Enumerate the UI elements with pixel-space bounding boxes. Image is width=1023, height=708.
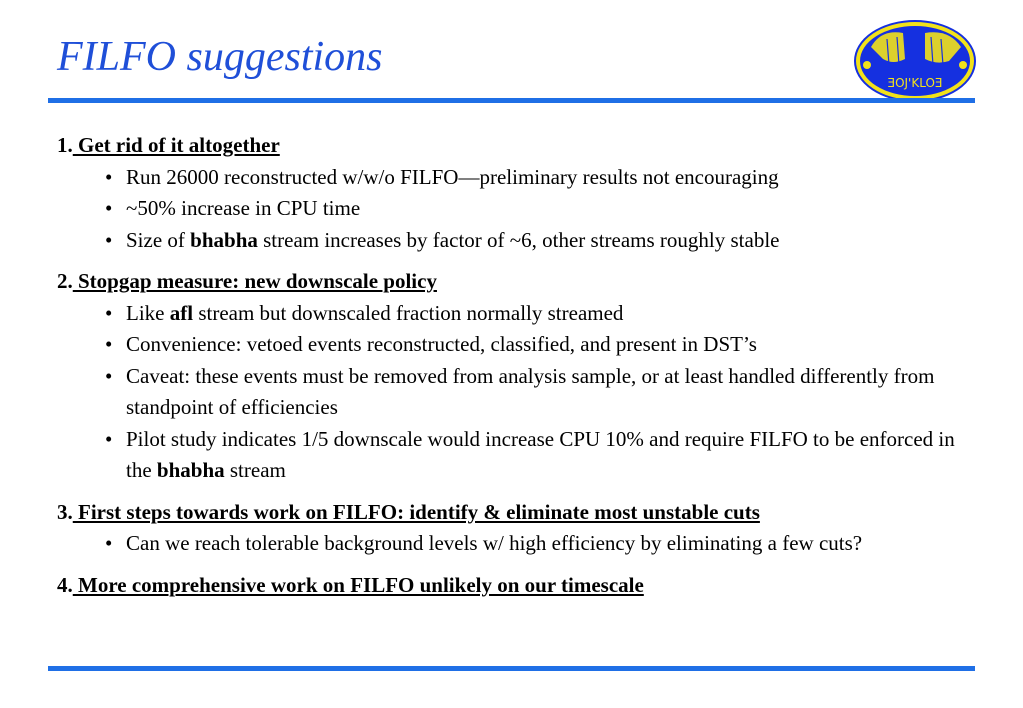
kloe-logo-icon xyxy=(853,19,977,103)
section-number: 2. xyxy=(57,269,73,293)
bullet-text: ~50% increase in CPU time xyxy=(126,196,361,220)
section-1 xyxy=(57,130,972,256)
section-title: Stopgap measure: new downscale policy xyxy=(72,269,437,293)
bullet-text: Convenience: vetoed events reconstructed, classified, and present in DST’s xyxy=(126,332,757,356)
bullet-item xyxy=(105,424,972,487)
bullet-text: stream increases by factor of ~6, other streams roughly stable xyxy=(257,227,780,252)
bullet-list xyxy=(57,298,972,487)
section-number: 4. xyxy=(57,572,73,597)
section-title: Get rid of it altogether xyxy=(72,133,280,157)
bullet-item xyxy=(105,193,972,225)
bullet-text: stream xyxy=(224,458,286,482)
section-title: More comprehensive work on FILFO unlikely on our timescale xyxy=(72,572,644,597)
bullet-text: stream but downscaled fraction normally streamed xyxy=(193,300,624,325)
bullet-text: Pilot study indicates 1/5 downscale would increase CPU 10% and require FILFO to be enforced in the xyxy=(126,426,955,482)
bold-term: bhabha xyxy=(190,227,258,252)
bullet-item xyxy=(105,329,972,361)
section-3 xyxy=(57,497,972,560)
bullet-item xyxy=(105,298,972,330)
bullet-list xyxy=(57,162,972,257)
section-4 xyxy=(57,570,972,602)
bullet-item xyxy=(105,162,972,194)
bullet-text: Like xyxy=(126,300,170,325)
bullet-text: Size of xyxy=(126,227,191,252)
logo-text: ƎOJ'KLOƎ xyxy=(887,76,943,90)
bottom-divider xyxy=(48,666,975,671)
top-divider xyxy=(48,98,975,103)
section-heading xyxy=(57,266,972,298)
bullet-item xyxy=(105,361,972,424)
bullet-text: Can we reach tolerable background levels w/ high efficiency by eliminating a few cuts? xyxy=(126,531,863,555)
section-heading xyxy=(57,130,972,162)
bullet-text: Caveat: these events must be removed from analysis sample, or at least handled differently from standpoint of efficiencies xyxy=(126,363,935,419)
section-2 xyxy=(57,266,972,487)
section-heading xyxy=(57,570,972,602)
bold-term: afl xyxy=(169,300,194,325)
slide-title: FILFO suggestions xyxy=(57,34,383,80)
section-title: First steps towards work on FILFO: identify & eliminate most unstable cuts xyxy=(72,499,760,524)
bullet-text: Run 26000 reconstructed w/w/o FILFO—preliminary results not encouraging xyxy=(126,164,779,189)
slide-body xyxy=(57,130,972,601)
section-heading xyxy=(57,497,972,529)
bullet-item xyxy=(105,528,972,560)
bold-term: bhabha xyxy=(156,458,225,482)
section-number: 1. xyxy=(57,133,73,157)
bullet-list xyxy=(57,528,972,560)
section-number: 3. xyxy=(57,499,73,524)
bullet-item xyxy=(105,225,972,257)
